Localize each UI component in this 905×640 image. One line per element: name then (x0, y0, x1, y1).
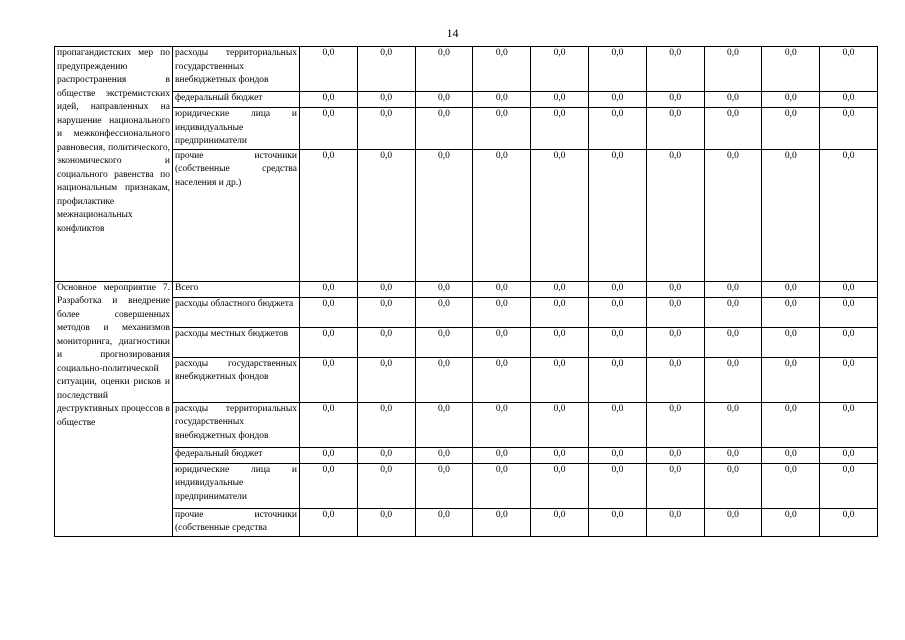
value-cell: 0,0 (531, 357, 589, 402)
table-row (55, 92, 878, 108)
table-row (55, 149, 878, 281)
value-cell: 0,0 (704, 508, 762, 536)
value-cell: 0,0 (357, 281, 415, 297)
value-cell: 0,0 (415, 281, 473, 297)
table-row (55, 281, 878, 297)
page-number: 14 (446, 26, 459, 40)
value-cell: 0,0 (820, 92, 878, 108)
value-cell: 0,0 (588, 402, 646, 447)
value-cell: 0,0 (646, 47, 704, 92)
value-cell: 0,0 (531, 402, 589, 447)
value-cell: 0,0 (820, 281, 878, 297)
value-cell: 0,0 (473, 108, 531, 150)
value-cell: 0,0 (588, 281, 646, 297)
value-cell: 0,0 (531, 297, 589, 327)
value-cell: 0,0 (531, 149, 589, 281)
value-cell: 0,0 (473, 47, 531, 92)
value-cell: 0,0 (704, 402, 762, 447)
value-cell: 0,0 (531, 508, 589, 536)
value-cell: 0,0 (762, 447, 820, 463)
value-cell: 0,0 (646, 149, 704, 281)
table-row (55, 357, 878, 402)
value-cell: 0,0 (415, 357, 473, 402)
value-cell: 0,0 (646, 447, 704, 463)
value-cell: 0,0 (588, 327, 646, 357)
value-cell: 0,0 (588, 47, 646, 92)
value-cell: 0,0 (762, 108, 820, 150)
value-cell: 0,0 (473, 357, 531, 402)
value-cell: 0,0 (588, 447, 646, 463)
value-cell: 0,0 (300, 108, 358, 150)
funding-source: федеральный бюджет (173, 447, 300, 463)
value-cell: 0,0 (762, 357, 820, 402)
value-cell: 0,0 (704, 281, 762, 297)
measure-description: Основное мероприятие 7. Разработка и внедрение более совершенных методов и механизмов мониторинга, диагностики и прогнозирования социально-политической ситуации, оценки рисков и последствий деструктивных процессов в обществе (55, 281, 173, 536)
value-cell: 0,0 (473, 402, 531, 447)
funding-source: расходы местных бюджетов (173, 327, 300, 357)
value-cell: 0,0 (357, 402, 415, 447)
value-cell: 0,0 (820, 297, 878, 327)
table-row (55, 463, 878, 508)
value-cell: 0,0 (820, 108, 878, 150)
value-cell: 0,0 (820, 447, 878, 463)
value-cell: 0,0 (820, 357, 878, 402)
value-cell: 0,0 (762, 402, 820, 447)
table-row (55, 297, 878, 327)
value-cell: 0,0 (357, 108, 415, 150)
value-cell: 0,0 (300, 357, 358, 402)
value-cell: 0,0 (646, 508, 704, 536)
table-row (55, 108, 878, 150)
value-cell: 0,0 (357, 47, 415, 92)
value-cell: 0,0 (300, 297, 358, 327)
value-cell: 0,0 (762, 149, 820, 281)
value-cell: 0,0 (415, 297, 473, 327)
value-cell: 0,0 (762, 281, 820, 297)
measure-description: пропагандистских мер по предупреждению распространения в обществе экстремистских идей, направленных на нарушение национального и межконфессионального равновесия, политического, экономического и социального равенства по национальным признакам, профилактике межнациональных конфликтов (55, 47, 173, 282)
value-cell: 0,0 (762, 508, 820, 536)
value-cell: 0,0 (646, 281, 704, 297)
funding-source: юридические лица и индивидуальные предприниматели (173, 463, 300, 508)
funding-source: федеральный бюджет (173, 92, 300, 108)
value-cell: 0,0 (300, 402, 358, 447)
funding-source: расходы территориальных государственных внебюджетных фондов (173, 47, 300, 92)
value-cell: 0,0 (704, 357, 762, 402)
value-cell: 0,0 (704, 108, 762, 150)
value-cell: 0,0 (473, 327, 531, 357)
value-cell: 0,0 (300, 447, 358, 463)
value-cell: 0,0 (588, 463, 646, 508)
value-cell: 0,0 (704, 327, 762, 357)
value-cell: 0,0 (762, 463, 820, 508)
value-cell: 0,0 (704, 47, 762, 92)
value-cell: 0,0 (646, 92, 704, 108)
value-cell: 0,0 (588, 357, 646, 402)
value-cell: 0,0 (588, 508, 646, 536)
value-cell: 0,0 (415, 47, 473, 92)
value-cell: 0,0 (704, 297, 762, 327)
value-cell: 0,0 (300, 47, 358, 92)
value-cell: 0,0 (415, 327, 473, 357)
funding-source: расходы территориальных государственных внебюджетных фондов (173, 402, 300, 447)
value-cell: 0,0 (762, 297, 820, 327)
table-row (55, 327, 878, 357)
value-cell: 0,0 (357, 508, 415, 536)
value-cell: 0,0 (473, 281, 531, 297)
value-cell: 0,0 (473, 92, 531, 108)
value-cell: 0,0 (357, 463, 415, 508)
value-cell: 0,0 (820, 402, 878, 447)
value-cell: 0,0 (357, 149, 415, 281)
table-row (55, 47, 878, 92)
value-cell: 0,0 (820, 149, 878, 281)
value-cell: 0,0 (415, 463, 473, 508)
value-cell: 0,0 (415, 92, 473, 108)
funding-source: прочие источники (собственные средства (173, 508, 300, 536)
value-cell: 0,0 (646, 108, 704, 150)
value-cell: 0,0 (473, 447, 531, 463)
value-cell: 0,0 (762, 327, 820, 357)
value-cell: 0,0 (588, 92, 646, 108)
funding-source: расходы государственных внебюджетных фондов (173, 357, 300, 402)
value-cell: 0,0 (588, 149, 646, 281)
value-cell: 0,0 (415, 149, 473, 281)
value-cell: 0,0 (646, 297, 704, 327)
value-cell: 0,0 (473, 297, 531, 327)
value-cell: 0,0 (473, 463, 531, 508)
value-cell: 0,0 (357, 92, 415, 108)
value-cell: 0,0 (415, 447, 473, 463)
value-cell: 0,0 (300, 149, 358, 281)
budget-table (54, 46, 878, 537)
value-cell: 0,0 (300, 281, 358, 297)
value-cell: 0,0 (704, 463, 762, 508)
value-cell: 0,0 (704, 92, 762, 108)
value-cell: 0,0 (300, 508, 358, 536)
table-row (55, 402, 878, 447)
value-cell: 0,0 (704, 447, 762, 463)
value-cell: 0,0 (531, 447, 589, 463)
funding-source: прочие источники (собственные средства населения и др.) (173, 149, 300, 281)
value-cell: 0,0 (646, 402, 704, 447)
value-cell: 0,0 (646, 463, 704, 508)
value-cell: 0,0 (531, 108, 589, 150)
budget-table-body (55, 47, 878, 537)
value-cell: 0,0 (473, 149, 531, 281)
value-cell: 0,0 (300, 463, 358, 508)
value-cell: 0,0 (704, 149, 762, 281)
value-cell: 0,0 (531, 463, 589, 508)
value-cell: 0,0 (300, 92, 358, 108)
value-cell: 0,0 (473, 508, 531, 536)
value-cell: 0,0 (531, 281, 589, 297)
value-cell: 0,0 (646, 327, 704, 357)
value-cell: 0,0 (415, 508, 473, 536)
funding-source: расходы областного бюджета (173, 297, 300, 327)
value-cell: 0,0 (415, 108, 473, 150)
value-cell: 0,0 (357, 297, 415, 327)
value-cell: 0,0 (820, 47, 878, 92)
value-cell: 0,0 (357, 357, 415, 402)
value-cell: 0,0 (588, 297, 646, 327)
value-cell: 0,0 (820, 327, 878, 357)
value-cell: 0,0 (531, 47, 589, 92)
value-cell: 0,0 (357, 327, 415, 357)
table-row (55, 508, 878, 536)
value-cell: 0,0 (300, 327, 358, 357)
value-cell: 0,0 (531, 92, 589, 108)
table-row (55, 447, 878, 463)
value-cell: 0,0 (762, 47, 820, 92)
value-cell: 0,0 (357, 447, 415, 463)
value-cell: 0,0 (531, 327, 589, 357)
value-cell: 0,0 (820, 508, 878, 536)
value-cell: 0,0 (588, 108, 646, 150)
value-cell: 0,0 (646, 357, 704, 402)
value-cell: 0,0 (415, 402, 473, 447)
value-cell: 0,0 (820, 463, 878, 508)
value-cell: 0,0 (762, 92, 820, 108)
funding-source: Всего (173, 281, 300, 297)
funding-source: юридические лица и индивидуальные предприниматели (173, 108, 300, 150)
